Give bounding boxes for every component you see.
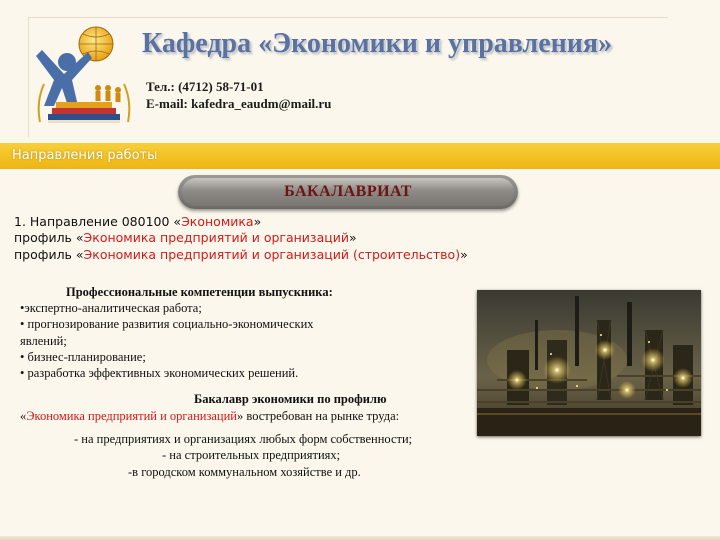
direction-line bbox=[14, 214, 261, 229]
frame-bottom-strip bbox=[0, 536, 720, 540]
demand-profile-name: Экономика предприятий и организаций bbox=[26, 409, 237, 423]
profile-line-1 bbox=[14, 230, 357, 245]
department-logo-icon bbox=[34, 22, 134, 134]
profile-2-name: Экономика предприятий и организаций (строительство) bbox=[83, 247, 461, 262]
competency-item: • разработка эффективных экономических решений. bbox=[20, 366, 299, 380]
competency-item: •экспертно-аналитическая работа; bbox=[20, 301, 202, 315]
frame-left-line bbox=[28, 17, 29, 137]
directions-label: Направления работы bbox=[12, 148, 158, 163]
competencies-title: Профессиональные компетенции выпускника: bbox=[66, 285, 333, 299]
bachelor-badge-inner bbox=[182, 178, 514, 206]
profile-2-prefix: профиль « bbox=[14, 247, 84, 262]
department-title: Кафедра «Экономики и управления» bbox=[142, 28, 613, 59]
directions-bar bbox=[0, 143, 720, 169]
direction-prefix: 1. Направление 080100 « bbox=[14, 214, 182, 229]
profile-line-2 bbox=[14, 247, 468, 262]
direction-suffix: » bbox=[253, 214, 262, 229]
bachelor-label: БАКАЛАВРИАТ bbox=[284, 183, 412, 200]
direction-name: Экономика bbox=[181, 214, 254, 229]
profile-1-prefix: профиль « bbox=[14, 230, 84, 245]
competency-item: • прогнозирование развития социально-экономических bbox=[20, 317, 314, 331]
demand-profile-prefix: « bbox=[20, 409, 27, 423]
competency-item: явлений; bbox=[20, 334, 67, 348]
market-item: - на предприятиях и организациях любых форм собственности; bbox=[74, 432, 413, 446]
market-item: - на строительных предприятиях; bbox=[162, 448, 341, 462]
demand-profile-suffix: » востребован на рынке труда: bbox=[237, 409, 400, 423]
demand-title: Бакалавр экономики по профилю bbox=[194, 392, 387, 406]
phone-contact: Тел.: (4712) 58-71-01 bbox=[146, 79, 264, 94]
email-contact[interactable]: E-mail: kafedra_eaudm@mail.ru bbox=[146, 96, 332, 111]
bachelor-badge bbox=[178, 175, 518, 209]
frame-top-line bbox=[28, 17, 668, 18]
industrial-plant-photo bbox=[477, 290, 701, 436]
profile-1-name: Экономика предприятий и организаций bbox=[83, 230, 349, 245]
competency-item: • бизнес-планирование; bbox=[20, 350, 146, 364]
profile-2-suffix: » bbox=[460, 247, 468, 262]
demand-profile-line bbox=[20, 409, 399, 424]
profile-1-suffix: » bbox=[349, 230, 357, 245]
market-item: -в городском коммунальном хозяйстве и др. bbox=[128, 465, 361, 479]
